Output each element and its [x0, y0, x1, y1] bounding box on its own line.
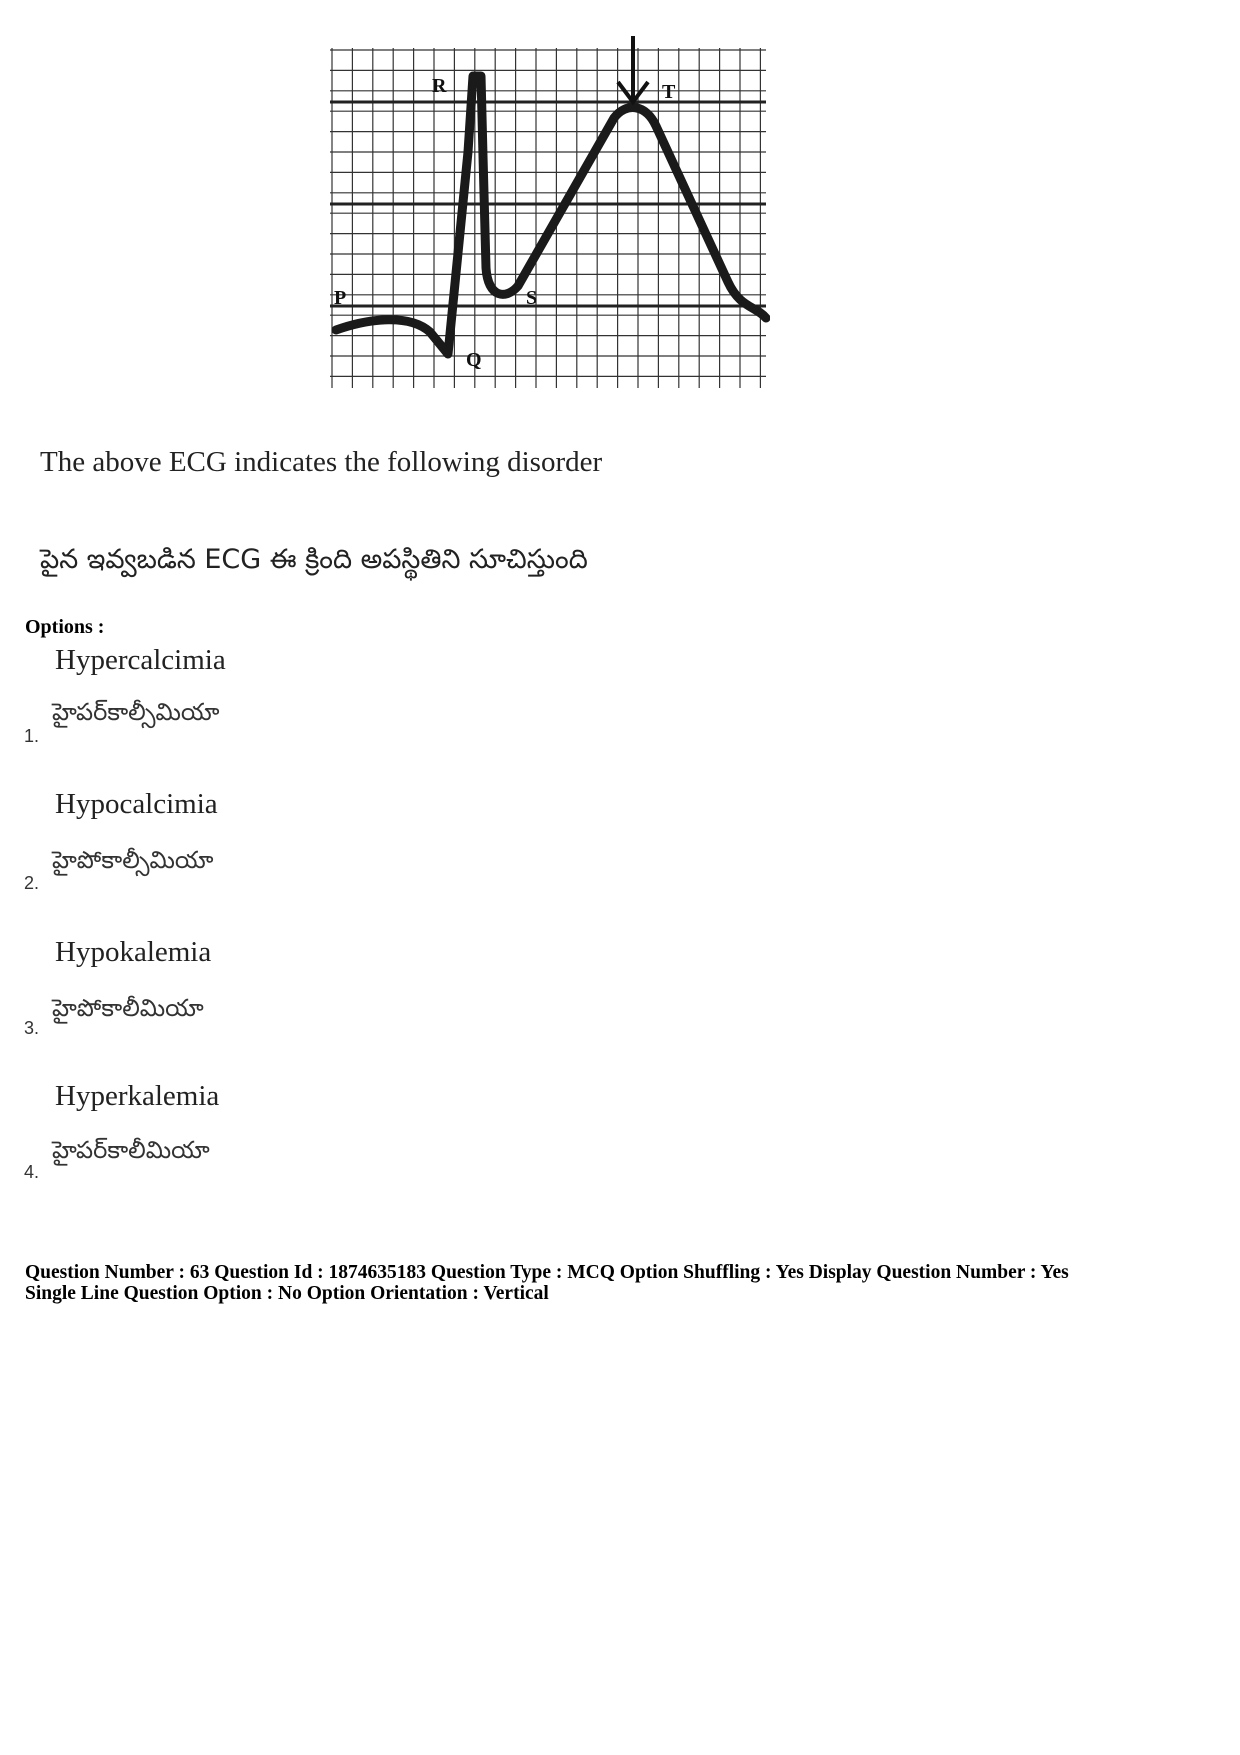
option-4-number: 4.	[24, 1162, 40, 1182]
ecg-label-r: R	[432, 75, 447, 97]
option-3-telugu: హైపోకాలీమియా	[52, 994, 204, 1022]
ecg-arrow	[618, 36, 648, 102]
ecg-trace	[336, 76, 766, 354]
options-heading: Options :	[25, 616, 105, 638]
ecg-major-lines	[330, 102, 766, 306]
question-text-telugu: పైన ఇవ్వబడిన ECG ఈ క్రింది అపస్థితిని సూచిస్తుంది	[40, 544, 588, 575]
question-meta-line-2: Single Line Question Option : No Option Orientation : Vertical	[25, 1283, 549, 1304]
option-1-english: Hypercalcimia	[55, 644, 226, 676]
question-text-english: The above ECG indicates the following disorder	[40, 446, 603, 478]
ecg-label-s: S	[526, 287, 538, 309]
option-2-number: 2.	[24, 873, 40, 893]
option-4-telugu: హైపర్‌కాలీమియా	[52, 1136, 210, 1164]
option-2-telugu: హైపోకాల్సీమియా	[52, 846, 214, 874]
ecg-label-t: T	[662, 81, 676, 103]
option-1-number: 1.	[24, 726, 40, 746]
option-4-english: Hyperkalemia	[55, 1080, 220, 1112]
option-2-english: Hypocalcimia	[55, 788, 218, 820]
option-1-telugu: హైపర్‌కాల్సీమియా	[52, 698, 220, 726]
ecg-label-p: P	[334, 287, 347, 309]
ecg-label-q: Q	[466, 349, 482, 371]
option-3-number: 3.	[24, 1018, 40, 1038]
ecg-figure	[330, 36, 770, 396]
question-meta-line-1: Question Number : 63 Question Id : 1874635183 Question Type : MCQ Option Shuffling : Yes Display Question Number : Yes	[25, 1262, 1069, 1283]
option-3-english: Hypokalemia	[55, 936, 212, 968]
